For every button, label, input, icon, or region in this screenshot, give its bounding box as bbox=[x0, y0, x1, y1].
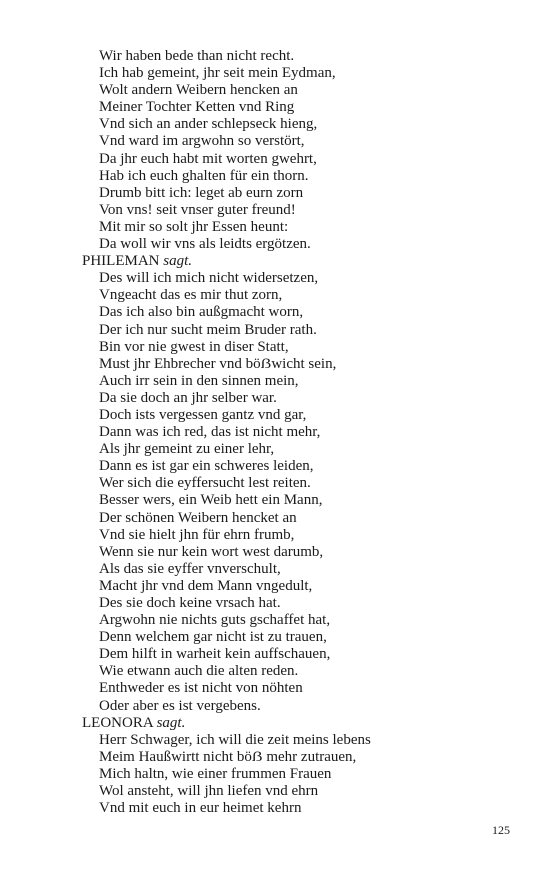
verse-line: Mich haltn, wie einer frummen Frauen bbox=[99, 765, 332, 782]
verse-line: Wie etwann auch die alten reden. bbox=[99, 663, 299, 680]
verse-line: Vngeacht das es mir thut zorn, bbox=[99, 287, 283, 304]
verse-line: Vnd ward im argwohn so verstört, bbox=[99, 133, 305, 150]
speaker-name: PHILEMAN bbox=[82, 253, 160, 270]
speaker-heading bbox=[82, 253, 522, 270]
verse-line: Bin vor nie gwest in diser Statt, bbox=[99, 338, 289, 355]
verse-line: Wol ansteht, will jhn liefen vnd ehrn bbox=[99, 783, 319, 800]
verse-line: Meiner Tochter Ketten vnd Ring bbox=[99, 99, 295, 116]
verse-line: Drumb bitt ich: leget ab eurn zorn bbox=[99, 184, 304, 201]
verse-line: Meim Haußwirtt nicht böẞ mehr zutrauen, bbox=[99, 748, 357, 765]
verse-line: Von vns! seit vnser guter freund! bbox=[99, 201, 296, 218]
verse-line: Dann es ist gar ein schweres leiden, bbox=[99, 458, 314, 475]
page-number: 125 bbox=[492, 823, 510, 837]
verse-line: Denn welchem gar nicht ist zu trauen, bbox=[99, 629, 327, 646]
verse-line: Wolt andern Weibern hencken an bbox=[99, 82, 298, 99]
verse-line: Doch ists vergessen gantz vnd gar, bbox=[99, 406, 307, 423]
verse-line: Hab ich euch ghalten für ein thorn. bbox=[99, 167, 309, 184]
verse-line: Als das sie eyffer vnverschult, bbox=[99, 560, 281, 577]
verse-line: Vnd sich an ander schlepseck hieng, bbox=[99, 116, 318, 133]
verse-line: Als jhr gemeint zu einer lehr, bbox=[99, 441, 275, 458]
verse-line: Das ich also bin außgmacht worn, bbox=[99, 304, 304, 321]
verse-text-block bbox=[82, 48, 522, 817]
speaker-heading bbox=[82, 715, 522, 732]
verse-line: Besser wers, ein Weib hett ein Mann, bbox=[99, 492, 323, 509]
speaker-name: LEONORA bbox=[82, 714, 153, 731]
verse-line: Da jhr euch habt mit worten gwehrt, bbox=[99, 150, 317, 167]
verse-line: Auch irr sein in den sinnen mein, bbox=[99, 372, 299, 389]
verse-line: Dem hilft in warheit kein auffschauen, bbox=[99, 646, 331, 663]
verse-line: Vnd sie hielt jhn für ehrn frumb, bbox=[99, 526, 295, 543]
speaker-verb: sagt. bbox=[163, 253, 193, 270]
verse-line: Da sie doch an jhr selber war. bbox=[99, 389, 277, 406]
verse-line: Mit mir so solt jhr Essen heunt: bbox=[99, 218, 289, 235]
verse-line: Oder aber es ist vergebens. bbox=[99, 697, 261, 714]
verse-line: Ich hab gemeint, jhr seit mein Eydman, bbox=[99, 65, 336, 82]
verse-line: Der schönen Weibern hencket an bbox=[99, 509, 297, 526]
verse-line: Herr Schwager, ich will die zeit meins lebens bbox=[99, 731, 371, 748]
verse-line: Vnd mit euch in eur heimet kehrn bbox=[99, 800, 302, 817]
verse-line: Dann was ich red, das ist nicht mehr, bbox=[99, 424, 321, 441]
speaker-verb: sagt. bbox=[156, 714, 186, 731]
verse-line: Des will ich mich nicht widersetzen, bbox=[99, 270, 319, 287]
verse-line: Des sie doch keine vrsach hat. bbox=[99, 595, 281, 611]
verse-line: Wenn sie nur kein wort west darumb, bbox=[99, 543, 324, 560]
verse-line: Der ich nur sucht meim Bruder rath. bbox=[99, 321, 317, 338]
verse-line: Enthweder es ist nicht von nöhten bbox=[99, 680, 303, 697]
verse-line: Wer sich die eyffersucht lest reiten. bbox=[99, 475, 311, 492]
verse-line: Wir haben bede than nicht recht. bbox=[99, 48, 295, 64]
verse-line: Must jhr Ehbrecher vnd böẞwicht sein, bbox=[99, 355, 337, 372]
verse-line: Macht jhr vnd dem Mann vngedult, bbox=[99, 577, 313, 594]
verse-line: Argwohn nie nichts guts gschaffet hat, bbox=[99, 612, 331, 629]
verse-line: Da woll wir vns als leidts ergötzen. bbox=[99, 236, 311, 253]
